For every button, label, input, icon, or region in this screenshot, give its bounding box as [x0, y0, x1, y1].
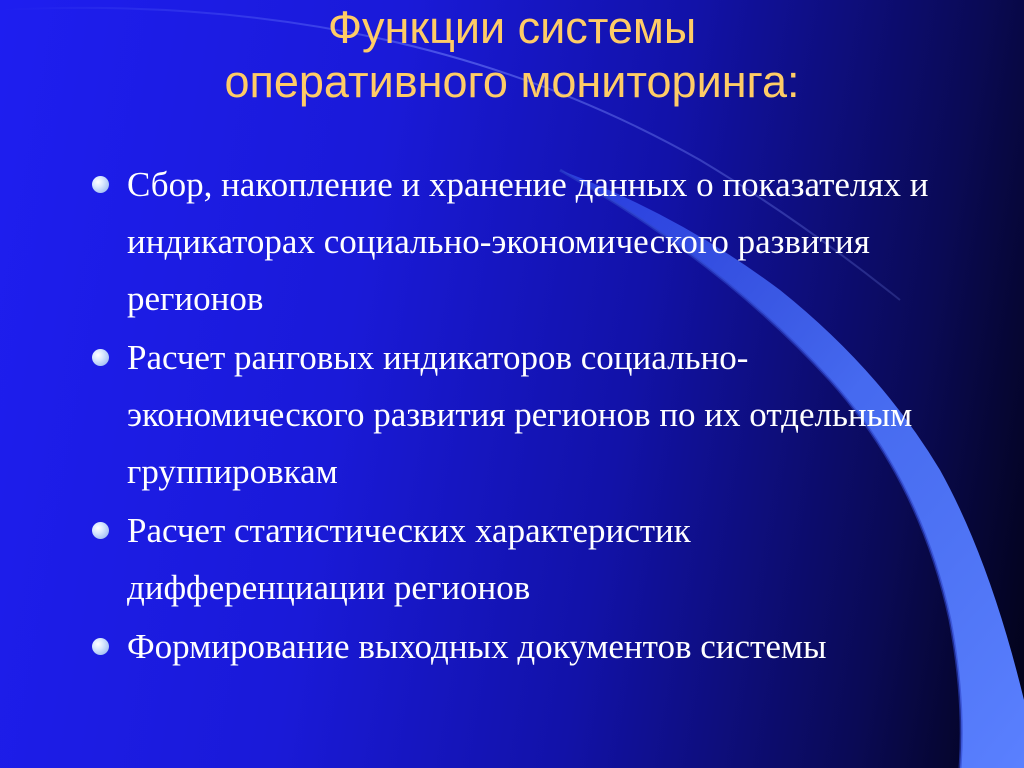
list-item — [92, 618, 942, 675]
list-item — [92, 156, 942, 327]
list-item — [92, 329, 942, 500]
bullet-list — [92, 156, 942, 677]
bullet-text: Сбор, накопление и хранение данных о показателях и индикаторах социально-экономического развития регионов — [127, 165, 929, 318]
bullet-text: Расчет ранговых индикаторов социально-экономического развития регионов по их отдельным группировкам — [127, 338, 913, 491]
bullet-dot-icon — [92, 349, 109, 366]
list-item — [92, 502, 942, 616]
bullet-dot-icon — [92, 522, 109, 539]
bullet-text: Формирование выходных документов системы — [127, 627, 827, 666]
slide-title-line-2: оперативного мониторинга: — [224, 56, 800, 107]
bullet-dot-icon — [92, 638, 109, 655]
bullet-text: Расчет статистических характеристик дифференциации регионов — [127, 511, 691, 607]
slide-title-line-1: Функции системы — [327, 2, 697, 53]
bullet-dot-icon — [92, 176, 109, 193]
slide-title — [0, 0, 1024, 141]
